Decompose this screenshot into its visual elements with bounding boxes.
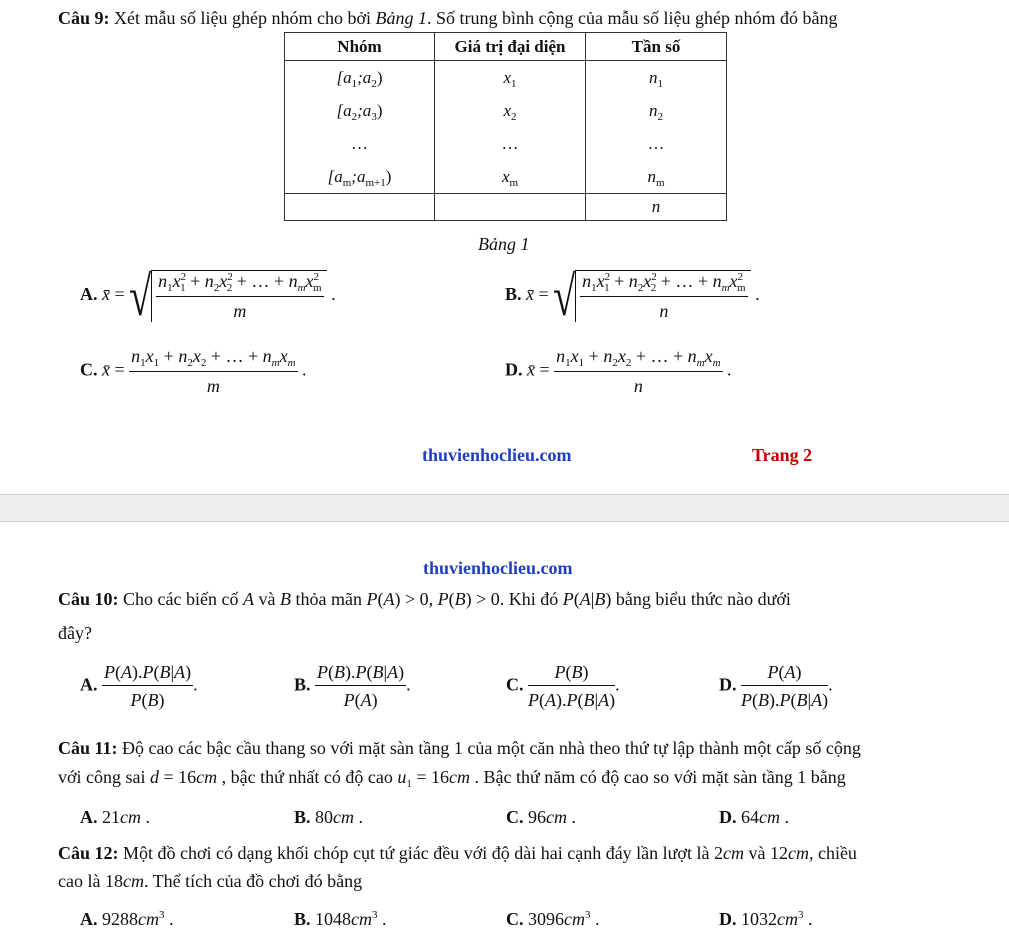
q10-option-b: B. $\frac{P(B).P(B|A)}{P(A)}$ .: [294, 662, 411, 710]
q12-option-b: B. $1048cm^3$ .: [294, 909, 387, 929]
q11-option-d: D. 64cm .: [719, 807, 789, 827]
q9-option-d: D. x̄ = $\frac{n_1x_1 + n_2x_2 + \dots + n_mx_m}{n}$ .: [505, 346, 732, 396]
footer-site-link[interactable]: thuvienhoclieu.com: [422, 445, 572, 465]
group-cells: $[a_1;a_2)$ $[a_2;a_3)$ … $[a_m;a_{m+1})$: [285, 61, 435, 194]
table-header-row: [285, 33, 727, 61]
q9-text-before: Xét mẫu số liệu ghép nhóm cho bởi: [109, 8, 376, 28]
table-row: [285, 61, 727, 194]
q11-option-c: C. 96cm .: [506, 807, 576, 827]
q10-stem: Câu 10: Cho các biến cố A và B thỏa mãn P(A) > 0, P(B) > 0. Khi đó P(A|B) bằng biểu thức nào dưới: [58, 589, 791, 609]
frequency-cells: $n_1$ $n_2$ … $n_m$: [586, 61, 727, 194]
q9-label: Câu 9:: [58, 8, 110, 28]
table-caption: Bảng 1: [478, 234, 530, 254]
q12-option-a: A. $9288cm^3$ .: [80, 909, 174, 929]
col-header-value: Giá trị đại diện: [435, 33, 586, 61]
value-cells: $x_1$ $x_2$ … $x_m$: [435, 61, 586, 194]
q9-option-a: A. x̄ = √ $\frac{n_1x^2_1 + n_2x^2_2 + \dots + n_mx^2_m}{m}$ .: [80, 264, 336, 328]
q9-option-b: B. x̄ = √ $\frac{n_1x^2_1 + n_2x^2_2 + \dots + n_mx^2_m}{n}$ .: [505, 264, 760, 328]
header-site-link[interactable]: thuvienhoclieu.com: [423, 558, 573, 578]
footer-page-number: Trang 2: [752, 445, 813, 465]
q10-stem-line2: đây?: [58, 623, 92, 643]
q9-stem: [58, 8, 837, 29]
q11-stem: Câu 11: Độ cao các bậc cầu thang so với mặt sàn tầng 1 của một căn nhà theo thứ tự lập thành một cấp số cộng: [58, 738, 861, 758]
q11-stem-line2: với công sai d = 16cm , bậc thứ nhất có độ cao $u_1 = 16cm$ . Bậc thứ năm có độ cao so với mặt sàn tầng 1 bằng: [58, 767, 846, 790]
q10-option-c: C. $\frac{P(B)}{P(A).P(B|A)}$ .: [506, 662, 620, 710]
q9-text-after: . Số trung bình cộng của mẫu số liệu ghép nhóm đó bằng: [427, 8, 838, 28]
col-header-frequency: Tần số: [586, 33, 727, 61]
q12-option-c: C. $3096cm^3$ .: [506, 909, 600, 929]
q9-table-ref: Bảng 1: [375, 8, 427, 28]
page-separator: [0, 494, 1009, 522]
total-frequency: n: [586, 194, 727, 221]
q11-option-b: B. 80cm .: [294, 807, 364, 827]
q12-option-d: D. $1032cm^3$ .: [719, 909, 813, 929]
q10-option-d: D. $\frac{P(A)}{P(B).P(B|A)}$ .: [719, 662, 833, 710]
frequency-table: [284, 32, 727, 221]
q12-stem-line2: cao là 18cm. Thể tích của đồ chơi đó bằng: [58, 871, 363, 891]
q10-option-a: A. $\frac{P(A).P(B|A)}{P(B)}$ .: [80, 662, 198, 710]
col-header-group: Nhóm: [285, 33, 435, 61]
table-total-row: [285, 194, 727, 221]
q9-option-c: C. x̄ = $\frac{n_1x_1 + n_2x_2 + \dots + n_mx_m}{m}$ .: [80, 346, 307, 396]
q12-stem: Câu 12: Một đồ chơi có dạng khối chóp cụt tứ giác đều với độ dài hai cạnh đáy lần lượt là 2cm và 12cm, chiều: [58, 843, 857, 863]
q11-option-a: A. 21cm .: [80, 807, 150, 827]
